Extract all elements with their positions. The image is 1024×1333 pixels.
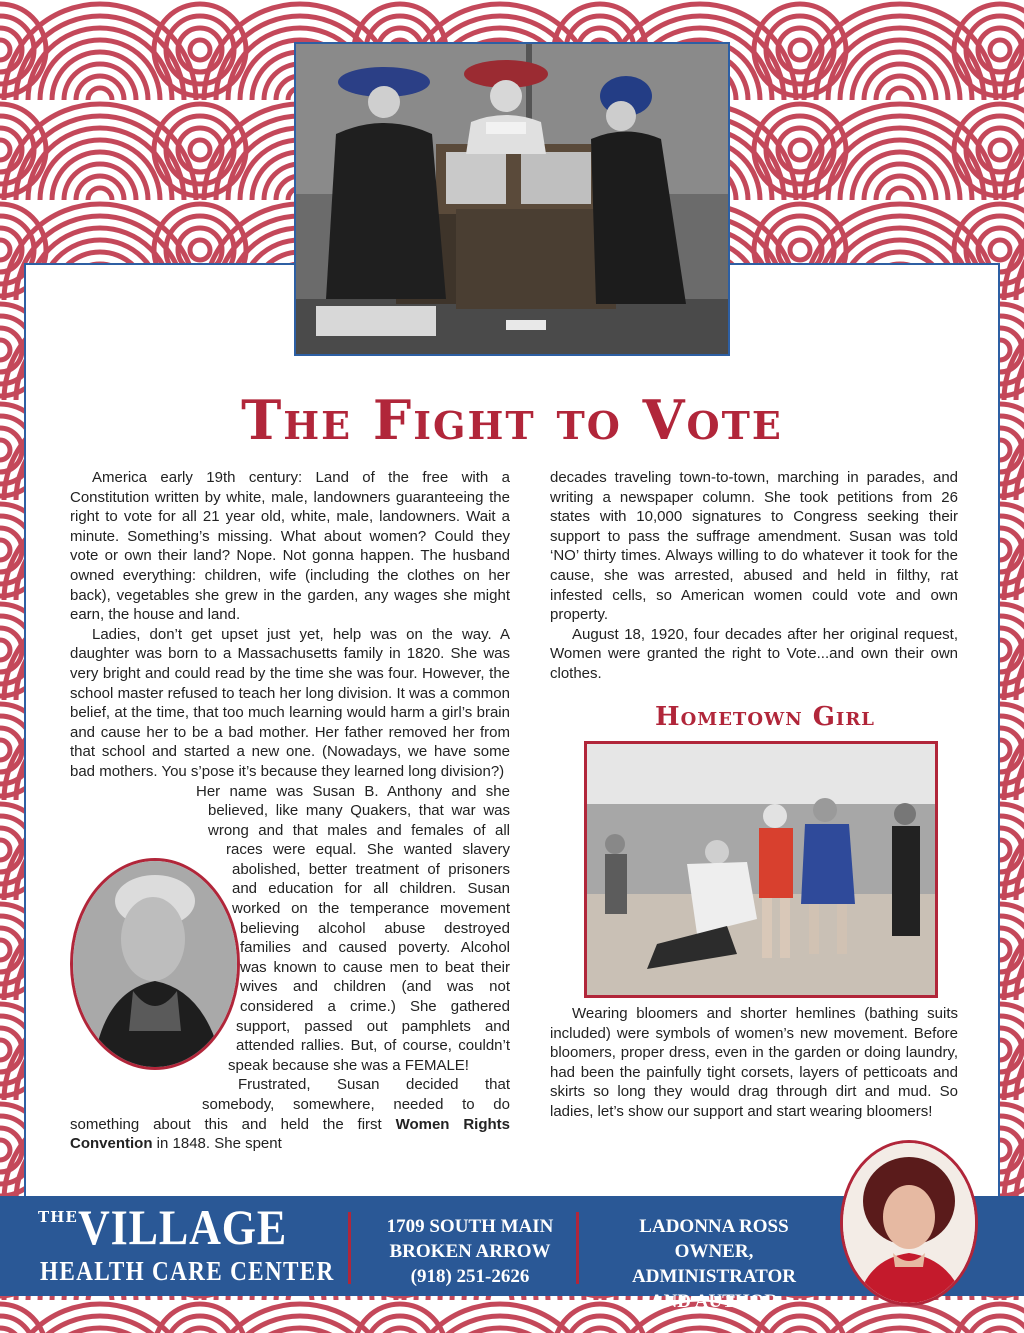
author-portrait: [840, 1140, 978, 1306]
article-column-right: [550, 468, 958, 684]
owner-name: LADONNA ROSS: [639, 1216, 789, 1237]
paragraph-bloomers: Wearing bloomers and shorter hemlines (bathing suits included) were symbols of women’s new movement. Before bloomers, proper dress, even in the garden or doing laundry, had been the painfully tight corsets, layers of petticoats and skirts so long they would drag through dirt and mud. So ladies, let’s show our support and start wearing bloomers!: [550, 1005, 958, 1120]
footer-divider-right: [576, 1212, 579, 1284]
footer-divider-left: [348, 1212, 351, 1284]
convention-name: Women Rights Convention: [70, 1115, 510, 1153]
portrait-image: [73, 861, 237, 1067]
logo-health-care-center: HEALTH CARE CENTER: [40, 1256, 335, 1286]
logo-village: VILLAGE: [78, 1199, 288, 1255]
owner-block: [592, 1214, 836, 1314]
address-street: 1709 SOUTH MAIN: [386, 1216, 554, 1237]
paragraph-convention: Frustrated, Susan decided that somebody, somewhere, needed to do something about this and held the first Women Rights Convention in 1848. She spent: [70, 1076, 510, 1153]
phone-number: (918) 251-2626: [410, 1266, 530, 1287]
voting-photo-image: [296, 44, 728, 354]
hometown-girl-heading: Hometown Girl: [655, 702, 875, 732]
article-title: The Fight to Vote: [241, 388, 783, 452]
paragraph-campaign: decades traveling town-to-town, marching in parades, and writing a newspaper column. She took petitions from 26 states with 10,000 signatures to Congress seeking their support to pass the suffrage amendment. Susan was told ‘NO’ thirty times. Always willing to do whatever it took for the cause, she was arrested, abused and held in filthy, rat infested cells, so American women could vote and own property.: [550, 469, 958, 624]
paragraph-susan: Her name was Susan B. Anthony and she believed, like many Quakers, that war was wrong and that males and females of all races were equal. She wanted slavery abolished, better treatment of prisoners and education for all children. Susan worked on the temperance movement believing alcohol abuse destroyed families and caused poverty. Alcohol was known to cause men to beat their wives and children (and was not considered a crime.) She gathered support, passed out pamphlets and attended rallies. But, of course, couldn’t speak because she was a FEMALE!: [196, 782, 510, 1074]
owner-title: OWNER, ADMINISTRATOR: [632, 1241, 796, 1287]
owner-title-2: AND AUTHOR: [649, 1291, 779, 1312]
voting-photo: [294, 42, 730, 356]
address-city: BROKEN ARROW: [389, 1241, 551, 1262]
susan-anthony-portrait: [70, 858, 240, 1070]
paragraph-1920: August 18, 1920, four decades after her original request, Women were granted the right to Vote...and own their own clothes.: [550, 625, 958, 682]
bathing-suit-photo: [584, 741, 938, 998]
author-portrait-image: [843, 1143, 975, 1303]
logo-the: THE: [38, 1208, 78, 1226]
address-block: [370, 1214, 570, 1289]
paragraph-intro: America early 19th century: Land of the free with a Constitution written by white, male, landowners guaranteeing the right to vote for all 21 year old, white, male, landowners. Wait a minute. Something’s missing. What about women? Could they vote or own their land? Nope. Not gonna happen. The husband owned everything: children, wife (including the clothes on her back), vegetables she grew in the garden, any wages she might earn, the house and land.: [70, 469, 510, 624]
bathing-suit-photo-image: [587, 744, 935, 995]
paragraph-birth: Ladies, don’t get upset just yet, help was on the way. A daughter was born to a Massachusetts family in 1820. She was very bright and could read by the time she was four. However, the school master refused to teach her long division. It was a common belief, at the time, that too much learning would harm a girl’s brain and cause her to be a bad mother. Her father removed her from that school and started a new one. (Nowadays, we have some bad mothers. You s’pose it’s because they learned long division?): [70, 625, 510, 780]
